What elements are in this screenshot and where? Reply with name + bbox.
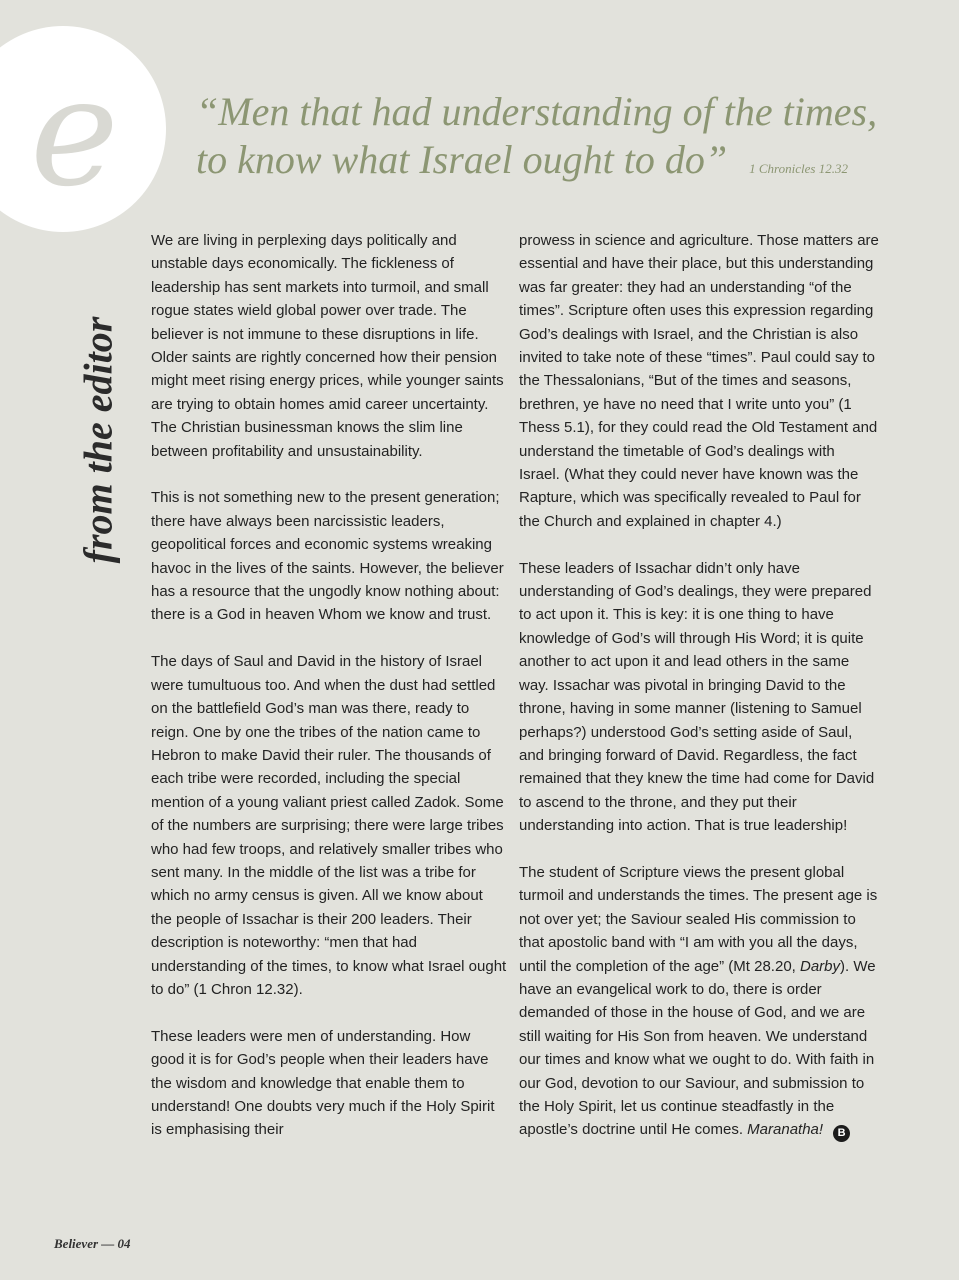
paragraph: We are living in perplexing days politically and unstable days economically. The fickleness of leadership has sent markets into turmoil, and small rogue states wield global power over trade. The believer is not immune to these disruptions in life. Older saints are rightly concerned how their pension might meet rising energy prices, while younger saints are trying to obtain homes amid career uncertainty. The Christian businessman knows the slim line between profitability and unsustainability. (151, 232, 504, 460)
headline-line-1: “Men that had understanding of the times, (196, 89, 878, 134)
paragraph: The days of Saul and David in the history of Israel were tumultuous too. And when the dust had settled on the battlefield God’s man was there, ready to reign. One by one the tribes of the nation came to Hebron to make David their ruler. The thousands of each tribe were recorded, including the special mention of a young valiant priest called Zadok. Some of the numbers are surprising; there were large tribes who had few troops, and relatively smaller tribes who sent many. In the middle of the list was a tribe for which no army census is given. All we know about the people of Issachar is their 200 leaders. Their description is noteworthy: “men that had understanding of the times, to know what Israel ought to do” (1 Chron 12.32). (151, 653, 507, 998)
paragraph: These leaders were men of understanding. How good it is for God’s people when their leaders have the wisdom and knowledge that enable them to understand! One doubts very much if the Holy Spirit is emphasising their (151, 1027, 495, 1139)
final-text-2: ). We have an evangelical work to do, there is order demanded of those in the house of God, and we are still waiting for His Son from heaven. We understand our times and know what we ought to do. With faith in our God, devotion to our Saviour, and submission to the Holy Spirit, let us continue steadfastly in the apostle’s doctrine until He comes. (519, 957, 876, 1139)
paragraph: These leaders of Issachar didn’t only have understanding of God’s dealings, they were prepared to act upon it. This is key: it is one thing to have knowledge of God’s will through His Word; it is quite another to act upon it and lead others in the same way. Issachar was pivotal in bringing David to the throne, having in some manner (listening to Samuel perhaps?) understood God’s setting aside of Saul, and bringing forward of David. Regardless, the fact remained that they knew the time had come for David to ascend to the throne, and they put their understanding into action. That is true leadership! (519, 559, 875, 835)
end-mark-icon: B (833, 1125, 850, 1142)
headline-line-2: to know what Israel ought to do” (196, 137, 728, 182)
headline-quote (196, 88, 926, 193)
paragraph: prowess in science and agriculture. Those matters are essential and have their place, but this understanding was far greater: they had an understanding “of the times”. Scripture often uses this expression regarding God’s dealings with Israel, and the Christian is also invited to take note of these “times”. Paul could say to the Thessalonians, “But of the times and seasons, brethren, ye have no need that I write unto you” (1 Thess 5.1), for they could read the Old Testament and understand the timetable of God’s dealings with Israel. (What they could never have known was the Rapture, which was specifically revealed to Paul for the Church and explained in chapter 4.) (519, 232, 879, 530)
paragraph-final (519, 861, 879, 1142)
final-text-1: The student of Scripture views the present global turmoil and understands the times. The present age is not over yet; the Saviour sealed His commission to that apostolic band with “I am with you all the days, until the completion of the age” (Mt 28.20, (519, 863, 878, 975)
page-footer: Believer — 04 (54, 1236, 131, 1251)
article-column-left (151, 229, 507, 1142)
maranatha: Maranatha! (747, 1121, 824, 1139)
editor-badge-letter: e (30, 46, 119, 220)
headline-reference: 1 Chronicles 12.32 (749, 161, 848, 176)
paragraph: This is not something new to the present generation; there have always been narcissistic leaders, geopolitical forces and economic systems wreaking havoc in the lives of the saints. However, the believer has a resource that the ungodly know nothing about: there is a God in heaven Whom we know and trust. (151, 489, 504, 624)
article-column-right (519, 229, 879, 1142)
darby-citation: Darby (800, 957, 841, 975)
section-title: from the editor (75, 316, 121, 564)
